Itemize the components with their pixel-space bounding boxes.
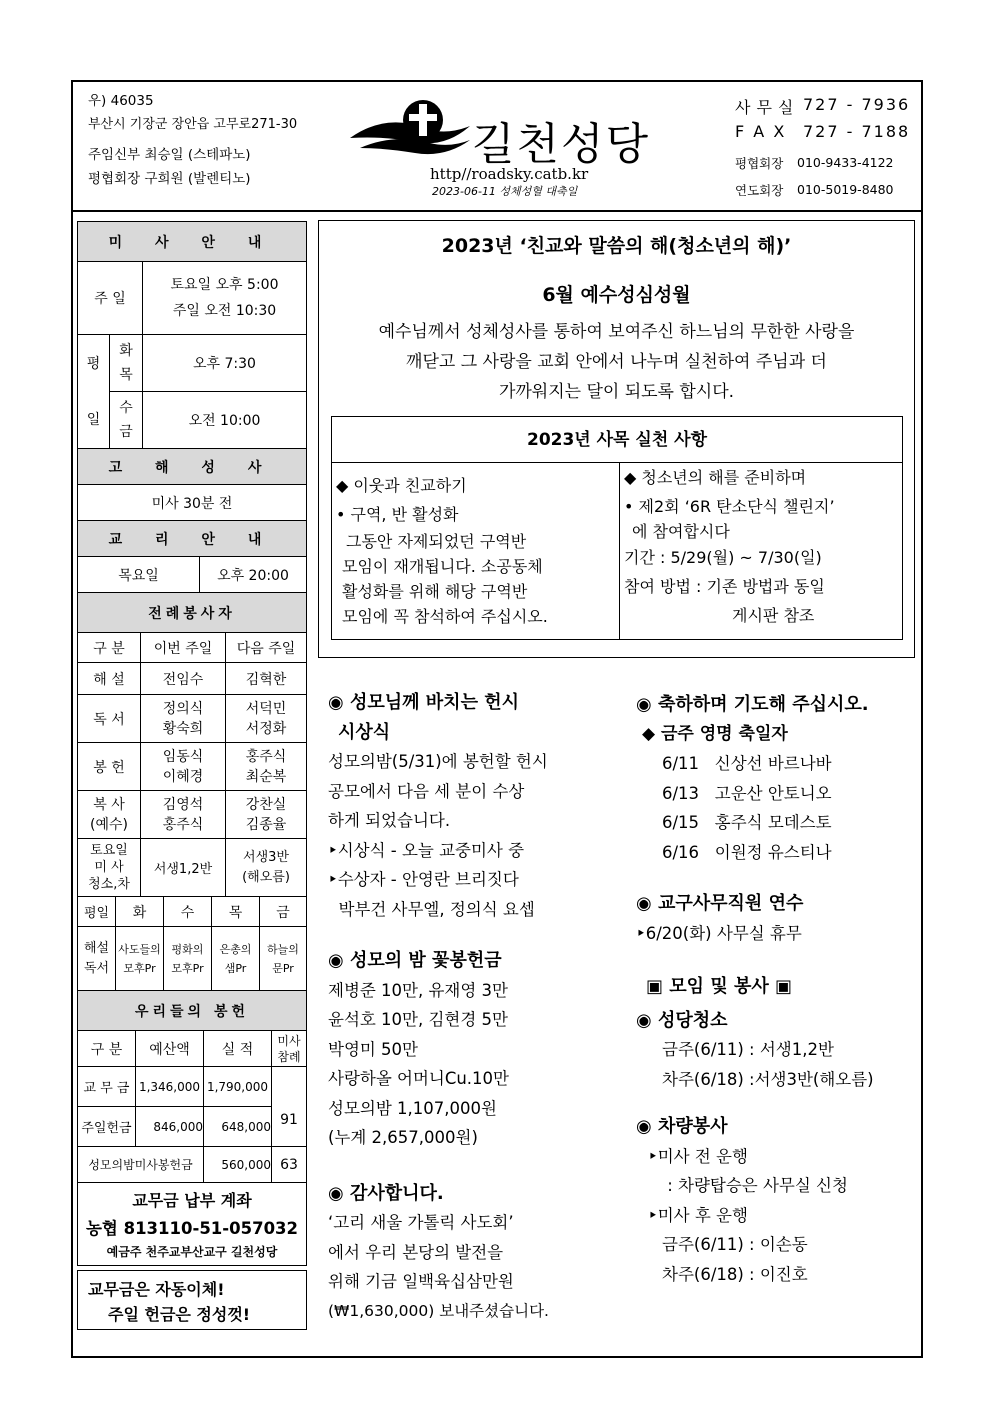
council-phone: 010-9433-4122 (797, 155, 894, 170)
meetings-title: ▣ 모임 및 봉사 ▣ (646, 976, 793, 997)
sunday-times: 토요일 오후 5:00 주일 오전 10:30 (143, 262, 307, 335)
server-next: 김혁한 (226, 663, 307, 695)
weekday-header: 평일 (78, 897, 116, 927)
server-this: 서생1,2반 (141, 839, 226, 897)
council-phone-label: 평협회장 (735, 155, 784, 171)
theme-box (318, 220, 915, 658)
weekday-cell: 은총의 샘Pr (212, 927, 260, 991)
servers-title: 전례봉사자 (78, 593, 307, 633)
weekday-header: 화 (116, 897, 164, 927)
account-note-1: 교무금은 자동이체! (88, 1280, 225, 1299)
yeondo-phone: 010-5019-8480 (797, 182, 894, 197)
server-next: 서생3반 (해오름) (226, 839, 307, 897)
flower-offering-title: ◉ 성모의 밤 꽃봉헌금 (328, 950, 502, 971)
catechism-day: 목요일 (78, 557, 200, 593)
account-title: 교무금 납부 계좌 (132, 1191, 252, 1210)
issue-date: 2023-06-11 성체성혈 대축일 (432, 185, 578, 198)
offering-actual: 1,790,000 (204, 1067, 272, 1107)
practice-left: ◆ 이웃과 친교하기 • 구역, 반 활성화 그동안 자제되었던 구역반 모임이 재개됩니다. 소공동체 활성화를 위해 해당 구역반 모임에 꼭 참석하여 주십시오. (332, 463, 620, 639)
server-next: 서덕민 서정화 (226, 695, 307, 743)
year-theme-title: 2023년 ‘친교와 말씀의 해(청소년의 해)’ (441, 235, 792, 257)
wed-fri-time: 오전 10:00 (143, 392, 307, 449)
weekday-header: 목 (212, 897, 260, 927)
offering-header: 예산액 (136, 1031, 204, 1067)
tue-thu-label: 화 목 (110, 335, 143, 392)
list-item: 6/13 고운산 안토니오 (662, 783, 832, 803)
weekday-header: 수 (164, 897, 212, 927)
address: 부산시 기장군 장안읍 고무로271-30 (88, 117, 298, 132)
council-president: 평협회장 구희원 (발렌티노) (88, 171, 251, 187)
weekday-servers-table (77, 896, 307, 991)
confession-title: 고 해 성 사 (78, 449, 307, 485)
header-left (88, 92, 297, 188)
practice-box (331, 416, 903, 640)
feast-title: ◉ 축하하며 기도해 주십시오. (636, 694, 869, 715)
special-offering-attendance: 63 (272, 1147, 307, 1183)
list-item: 6/16 이원정 유스티나 (662, 842, 832, 862)
office-phone: 727 - 7936 (803, 95, 911, 114)
flower-offering-lines: 제병준 10만, 유재영 3만 윤석호 10만, 김현경 5만 박영미 50만 사랑하올 어머니Cu.10만 성모의밤 1,107,000원 (누계 2,657,000원) (328, 980, 509, 1147)
header-right (735, 95, 915, 203)
pastor: 주임신부 최승일 (스테파노) (88, 147, 251, 163)
offering-label: 주일헌금 (78, 1107, 136, 1147)
left-sidebar (77, 221, 307, 1330)
account-number: 농협 813110-51-057032 (85, 1219, 299, 1238)
poem-award-title-2: 시상식 (338, 721, 391, 743)
offering-header: 구 분 (78, 1031, 136, 1067)
church-name: 길천성당 (472, 119, 651, 170)
offering-table (77, 990, 307, 1183)
poem-award-title: ◉ 성모님께 바치는 헌시 (328, 692, 519, 713)
sunday-label: 주 일 (78, 262, 143, 335)
server-role: 토요일 미 사 청소,차 (78, 839, 141, 897)
vehicle-title: ◉ 차량봉사 (636, 1116, 728, 1137)
offering-budget: 846,000 (136, 1107, 204, 1147)
vehicle-lines: ‣미사 전 운행 : 차량탑승은 사무실 신청 ‣미사 후 운행 금주(6/11) : 이손동 차주(6/18) : 이진호 (648, 1146, 848, 1284)
list-item: 6/11 신상선 바르나바 (662, 754, 832, 773)
practice-right: ◆ 청소년의 해를 준비하며 • 제2회 ‘6R 탄소단식 챌린지’ 에 참여합시다 기간 : 5/29(월) ~ 7/30(일) 참여 방법 : 기존 방법과 동일 게시판 참조 (624, 468, 835, 625)
mass-table (77, 221, 307, 521)
catechism-table (77, 520, 307, 633)
special-offering-actual: 560,000 (204, 1147, 272, 1183)
servers-header-next: 다음 주일 (226, 633, 307, 663)
fax-label: F A X (735, 122, 787, 141)
yeondo-phone-label: 연도회장 (735, 182, 784, 198)
website[interactable]: http//roadsky.catb.kr (430, 165, 589, 183)
weekday-header: 금 (260, 897, 307, 927)
server-this: 전임수 (141, 663, 226, 695)
catechism-time: 오후 20:00 (200, 557, 307, 593)
server-this: 정의식 황숙희 (141, 695, 226, 743)
right-column (636, 690, 916, 1289)
server-role: 복 사 (예수) (78, 791, 141, 839)
account-holder: 예금주 천주교부산교구 길천성당 (106, 1245, 278, 1259)
staff-training-line: ‣6/20(화) 사무실 휴무 (636, 923, 802, 943)
offering-title: 우리들의 봉헌 (78, 991, 307, 1031)
fax-phone: 727 - 7188 (803, 122, 911, 141)
catechism-title: 교 리 안 내 (78, 521, 307, 557)
weekday-cell: 하늘의 문Pr (260, 927, 307, 991)
header-divider (71, 210, 923, 212)
account-box (77, 1182, 307, 1266)
office-label: 사무실 (735, 98, 800, 117)
left-column (328, 688, 608, 1326)
feast-list (636, 749, 916, 867)
month-theme-title: 6월 예수성심성월 (542, 284, 691, 306)
offering-attendance: 91 (272, 1067, 307, 1147)
weekday-label: 평 일 (78, 335, 110, 449)
offering-actual: 648,000 (204, 1107, 272, 1147)
server-this: 임동식 이혜경 (141, 743, 226, 791)
weekday-cell: 평화의 모후Pr (164, 927, 212, 991)
account-note-2: 주일 헌금은 정성껏! (108, 1305, 251, 1324)
feast-subtitle: ◆ 금주 영명 축일자 (642, 723, 788, 744)
offering-header: 미사 참례 (272, 1031, 307, 1067)
confession-time: 미사 30분 전 (78, 485, 307, 521)
practice-title: 2023년 사목 실천 사항 (332, 417, 902, 463)
server-next: 홍주식 최순복 (226, 743, 307, 791)
server-role: 해 설 (78, 663, 141, 695)
account-note-box (77, 1270, 307, 1330)
thanks-lines: ‘고리 새울 가톨릭 사도회’ 에서 우리 본당의 발전을 위해 기금 일백육십삼만원 (₩1,630,000) 보내주셨습니다. (328, 1213, 549, 1320)
server-next: 강찬실 김종율 (226, 791, 307, 839)
weekday-cell: 사도들의 모후Pr (116, 927, 164, 991)
offering-header: 실 적 (204, 1031, 272, 1067)
cleaning-lines: 금주(6/11) : 서생1,2반 차주(6/18) :서생3반(해오름) (662, 1040, 874, 1089)
church-logo-icon (345, 98, 475, 160)
staff-training-title: ◉ 교구사무직원 연수 (636, 893, 804, 914)
offering-budget: 1,346,000 (136, 1067, 204, 1107)
offering-label: 교 무 금 (78, 1067, 136, 1107)
servers-table (77, 632, 307, 897)
mass-title: 미 사 안 내 (78, 222, 307, 262)
servers-header-this: 이번 주일 (141, 633, 226, 663)
wed-fri-label: 수 금 (110, 392, 143, 449)
server-this: 김영석 홍주식 (141, 791, 226, 839)
theme-body: 예수님께서 성체성사를 통하여 보여주신 하느님의 무한한 사랑을 깨닫고 그 사랑을 교회 안에서 나누며 실천하여 주님과 더 가까워지는 달이 되도록 합시다. (378, 322, 855, 402)
server-role: 독 서 (78, 695, 141, 743)
cleaning-title: ◉ 성당청소 (636, 1009, 728, 1031)
poem-award-lines: 성모의밤(5/31)에 봉헌할 헌시 공모에서 다음 세 분이 수상 하게 되었습니다. ‣시상식 - 오늘 교중미사 중 ‣수상자 - 안영란 브리짓다 박부건 사무엘, 정의식 요셉 (328, 752, 548, 919)
list-item: 6/15 홍주식 모데스토 (662, 813, 832, 832)
server-role: 봉 헌 (78, 743, 141, 791)
special-offering-label: 성모의밤미사봉헌금 (78, 1147, 204, 1183)
weekday-cell: 해설 독서 (78, 927, 116, 991)
thanks-title: ◉ 감사합니다. (328, 1182, 444, 1204)
tue-thu-time: 오후 7:30 (143, 335, 307, 392)
postal-code: 우) 46035 (88, 93, 154, 109)
servers-header-category: 구 분 (78, 633, 141, 663)
